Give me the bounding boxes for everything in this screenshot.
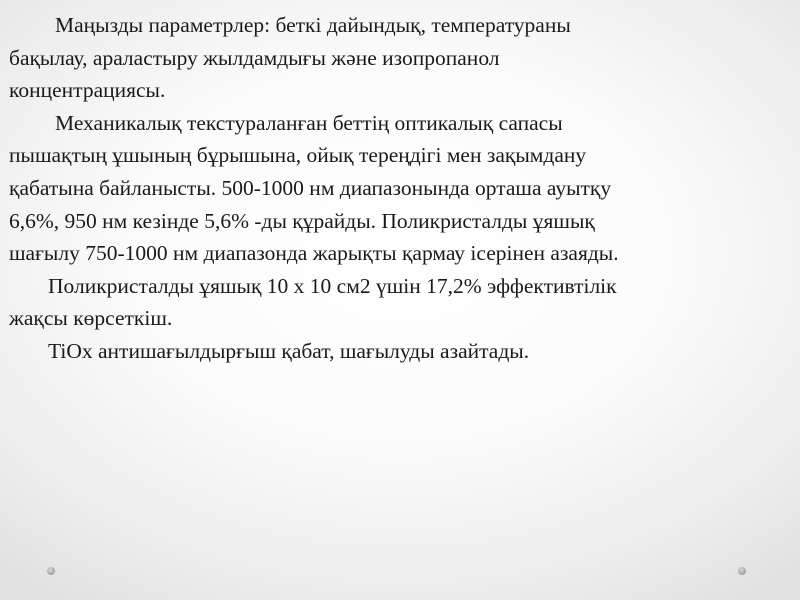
text-line: қабатына байланысты. 500-1000 нм диапазонында орташа ауытқу xyxy=(9,175,612,200)
text-line: бақылау, араластыру жылдамдығы және изопропанол xyxy=(9,45,500,70)
text-line: Механикалық текстураланған беттің оптикалық сапасы xyxy=(55,110,563,135)
text-line: Поликристалды ұяшық 10 х 10 см2 үшін 17,2% эффективтілік xyxy=(48,273,617,298)
text-line: жақсы көрсеткіш. xyxy=(9,306,173,331)
slide-body-text xyxy=(9,9,779,368)
corner-dot-decoration xyxy=(47,567,55,575)
text-line: 6,6%, 950 нм кезінде 5,6% -ды құрайды. Поликристалды ұяшық xyxy=(9,208,595,233)
paragraph-key-parameters xyxy=(9,9,779,107)
text-line: шағылу 750-1000 нм диапазонда жарықты қармау ісерінен азаяды. xyxy=(9,241,619,266)
text-line: пышақтың ұшының бұрышына, ойық тереңдігі мен зақымдану xyxy=(9,143,587,168)
text-line: концентрациясы. xyxy=(9,78,166,103)
corner-dot-decoration xyxy=(738,567,746,575)
paragraph-antireflection xyxy=(9,335,779,368)
text-line: Маңызды параметрлер: беткі дайындық, температураны xyxy=(55,13,571,37)
text-line: TiOx антишағылдырғыш қабат, шағылуды азайтады. xyxy=(48,338,530,363)
paragraph-efficiency xyxy=(9,270,779,335)
paragraph-texture-quality xyxy=(9,107,779,270)
